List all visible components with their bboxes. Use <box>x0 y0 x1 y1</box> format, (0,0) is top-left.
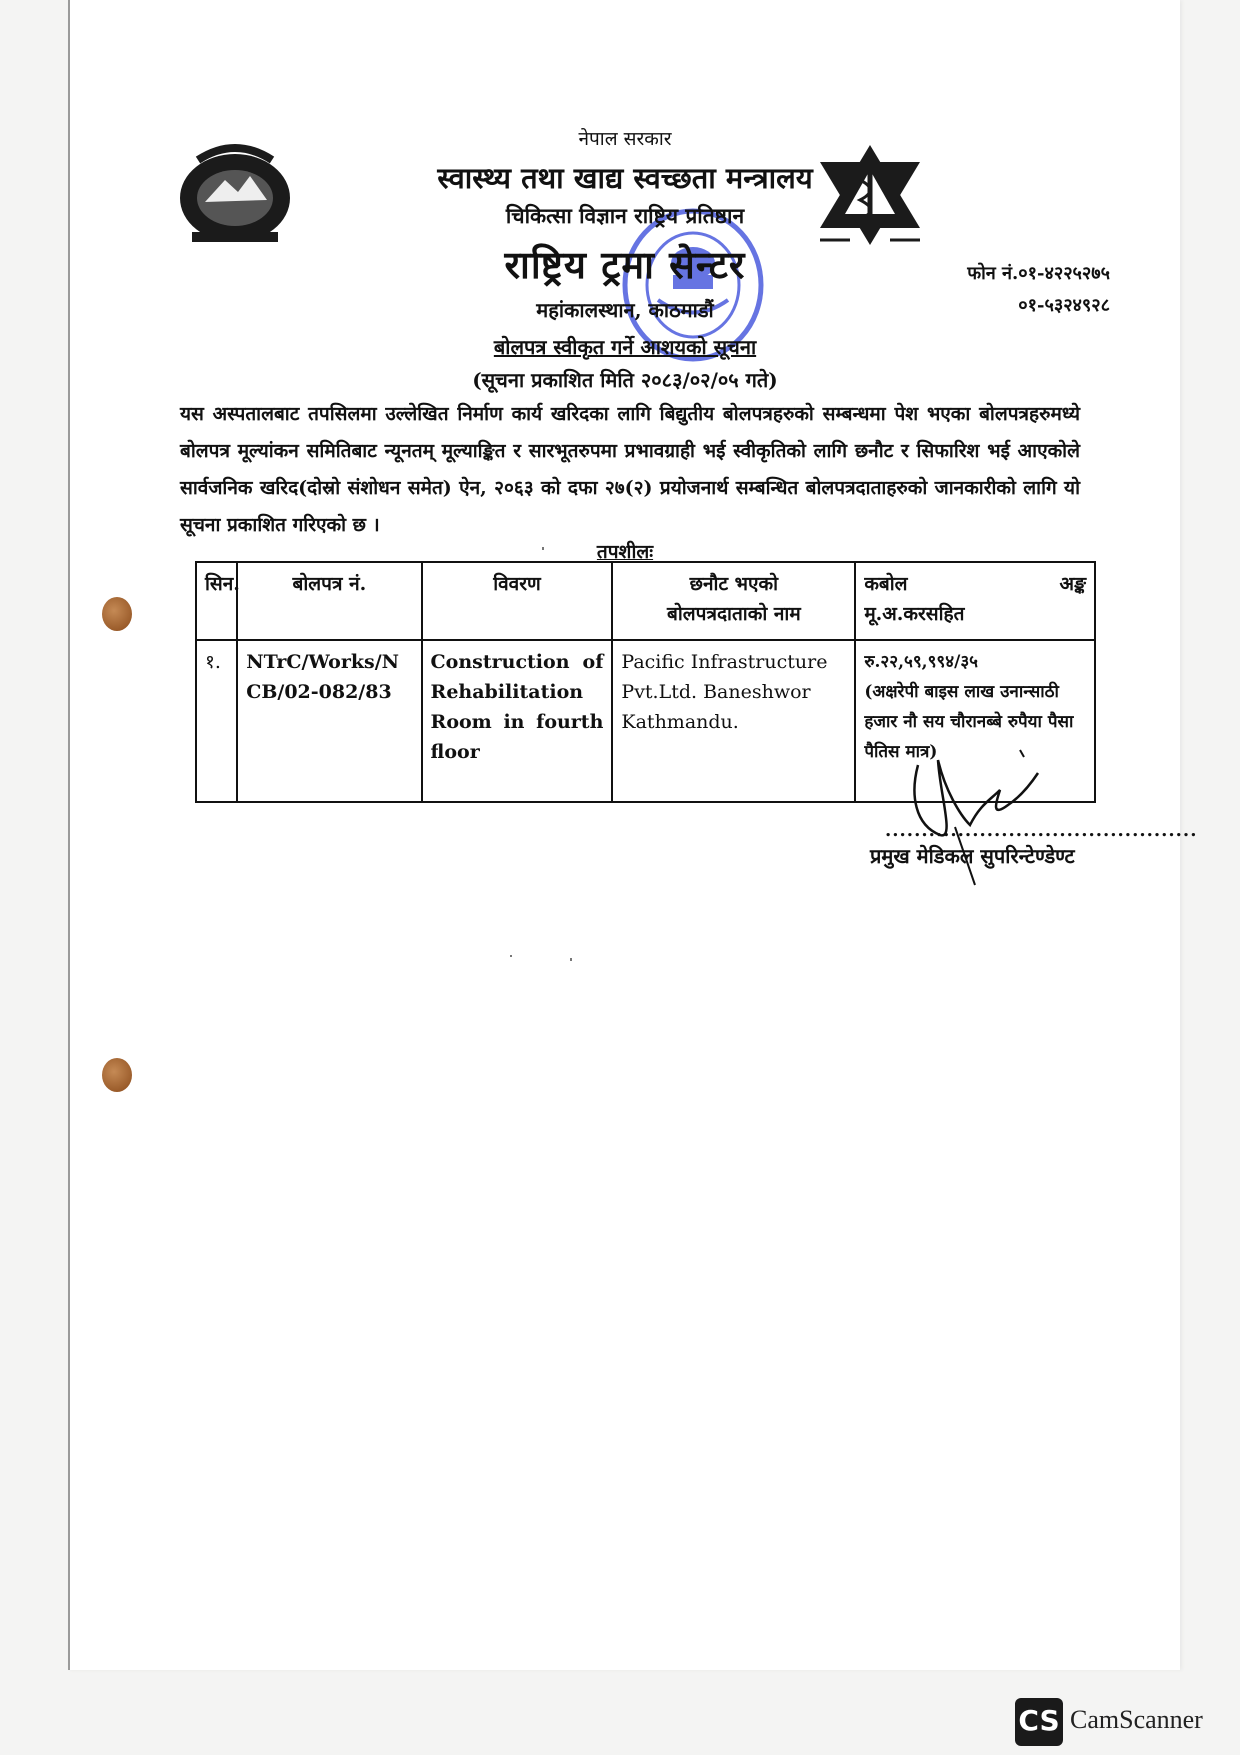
phone-numbers <box>870 258 1110 322</box>
header-bid-no: बोलपत्र नं. <box>237 562 421 640</box>
publish-date: (सूचना प्रकाशित मिति २०८३/०२/०५ गते) <box>472 368 778 392</box>
cell-bidder: Pacific Infrastructure Pvt.Ltd. Baneshwor Kathmandu. <box>612 640 855 802</box>
speck <box>570 958 572 961</box>
notice-subject <box>70 333 1180 360</box>
cell-bid-no: NTrC/Works/NCB/02-082/83 <box>237 640 421 802</box>
header-amount-right: अङ्क <box>1059 573 1086 595</box>
header-sn: सिन. <box>196 562 237 640</box>
speck <box>542 547 544 550</box>
header-amount <box>855 562 1095 640</box>
header-bidder-line1: छनौट भएको <box>689 573 779 595</box>
camscanner-logo-icon: CS <box>1015 1698 1063 1746</box>
camscanner-name: CamScanner <box>1070 1705 1203 1734</box>
cell-description: Construction of Rehabilitation Room in fourth floor <box>422 640 613 802</box>
speck <box>510 955 512 957</box>
cell-sn: १. <box>196 640 237 802</box>
table-header-row <box>196 562 1095 640</box>
notice-paragraph: यस अस्पतालबाट तपसिलमा उल्लेखित निर्माण कार्य खरिदका लागि बिद्युतीय बोलपत्रहरुको सम्बन्धमा पेश भएका बोलपत्रहरुमध्ये बोलपत्र मूल्यांकन समितिबाट न्यूनतम् मूल्याङ्कित र सारभूतरुपमा प्रभावग्राही भई स्वीकृतिको लागि छनौट र सिफारिश भई आएकोले सार्वजनिक खरिद(दोस्रो संशोधन समेत) ऐन, २०६३ को दफा २७(२) प्रयोजनार्थ सम्बन्धित बोलपत्रदाताहरुको जानकारीको लागि यो सूचना प्रकाशित गरिएको छ । <box>180 403 1080 536</box>
document-page <box>68 0 1198 1670</box>
header-amount-left: कबोल <box>864 573 908 595</box>
location: महांकालस्थान, काठमाडौं <box>536 298 714 322</box>
punch-hole <box>102 1058 132 1092</box>
cell-amount-words: (अक्षरेपी बाइस लाख उनान्साठी हजार नौ सय चौरानब्बे रुपैया पैसा पैतिस मात्र) <box>864 682 1074 762</box>
government-name: नेपाल सरकार <box>578 128 672 150</box>
notice-subject-text: बोलपत्र स्वीकृत गर्ने आशयको सूचना <box>493 335 757 359</box>
phone-line-2: ०१-५३२४९२८ <box>1018 295 1110 316</box>
phone-line-1: फोन नं.०१-४२२५२७५ <box>967 263 1110 284</box>
signature-line: ........................................... <box>885 820 1198 841</box>
signatory-title: प्रमुख मेडिकल सुपरिन्टेण्डेण्ट <box>870 844 1075 868</box>
punch-hole <box>102 597 132 631</box>
institute-name: चिकित्सा विज्ञान राष्ट्रिय प्रतिष्ठान <box>505 203 745 228</box>
schedule-label-text: तपशीलः <box>596 541 654 563</box>
header-amount-line2: मू.अ.करसहित <box>864 603 965 625</box>
center-name: राष्ट्रिय ट्रमा सेन्टर <box>504 242 746 287</box>
header-description: विवरण <box>422 562 613 640</box>
header-bidder-line2: बोलपत्रदाताको नाम <box>667 603 801 625</box>
ministry-name: स्वास्थ्य तथा खाद्य स्वच्छता मन्त्रालय <box>437 161 813 195</box>
cell-amount-figure: रु.२२,५९,९९४/३५ <box>864 652 979 672</box>
header-bidder <box>612 562 855 640</box>
